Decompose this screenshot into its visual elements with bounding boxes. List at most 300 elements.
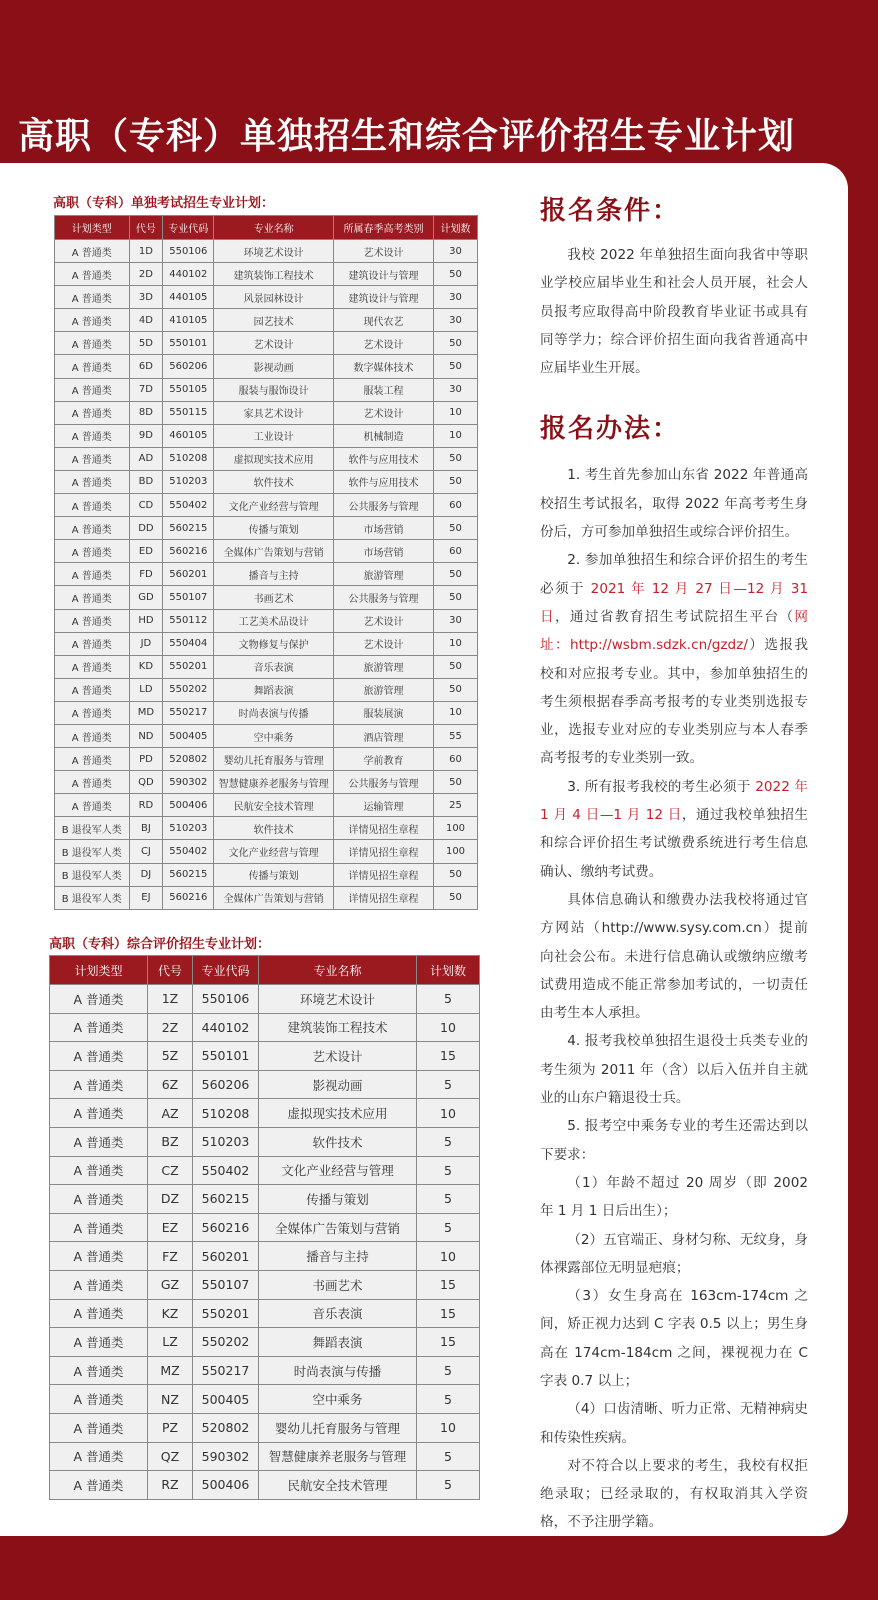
table-cell: QZ (148, 1442, 193, 1471)
table-cell: 550402 (163, 840, 214, 863)
table-cell: B 退役军人类 (55, 886, 130, 909)
table-cell: 酒店管理 (333, 724, 433, 747)
table-cell: 550112 (163, 609, 214, 632)
table2-title: 高职（专科）综合评价招生专业计划： (49, 937, 271, 952)
table-row (50, 1213, 480, 1242)
table-cell: 25 (434, 794, 478, 817)
table-cell: 50 (434, 332, 478, 355)
table-cell: 500405 (193, 1385, 259, 1414)
table-cell: A 普通类 (50, 1299, 148, 1328)
table-cell: 550106 (193, 985, 259, 1014)
table-cell: A 普通类 (50, 1471, 148, 1500)
table-cell: ND (129, 724, 163, 747)
method-p2 (540, 546, 808, 772)
table-header-row (55, 216, 478, 240)
table-cell: 机械制造 (333, 424, 433, 447)
method-p5: 4. 报考我校单独招生退役士兵类专业的考生须为 2011 年（含）以后入伍并自主就业的山东户籍退役士兵。 (540, 1033, 808, 1107)
method-p11: 对不符合以上要求的考生，我校有权拒绝录取；已经录取的，有权取消其入学资格，不予注册学籍。 (540, 1457, 808, 1531)
table-row (55, 794, 478, 817)
table-cell: A 普通类 (55, 655, 130, 678)
table-cell: 6Z (148, 1070, 193, 1099)
table-cell: KZ (148, 1299, 193, 1328)
table-cell: DZ (148, 1185, 193, 1214)
table-cell: 590302 (163, 771, 214, 794)
table-cell: DD (129, 517, 163, 540)
method-p3 (540, 773, 808, 886)
table-cell: B 退役军人类 (55, 863, 130, 886)
table-cell: PD (129, 748, 163, 771)
method-p4: 具体信息确认和缴费办法我校将通过官方网站（http://www.sysy.com.cn）提前向社会公布。未进行信息确认或缴纳应缴考试费用造成不能正常参加考试的，一切责任由考生本人承担。 (540, 891, 808, 1022)
table-row (55, 540, 478, 563)
table-cell: 全媒体广告策划与营销 (214, 540, 334, 563)
table-row (50, 1156, 480, 1185)
table-row (55, 309, 478, 332)
table-row (55, 678, 478, 701)
table-cell: 50 (434, 447, 478, 470)
table-cell: A 普通类 (50, 1042, 148, 1071)
table-cell: 软件技术 (214, 817, 334, 840)
header-banner (0, 0, 878, 165)
table-row (50, 1099, 480, 1128)
table1-title: 高职（专科）单独考试招生专业计划： (53, 196, 275, 211)
table-row (50, 1413, 480, 1442)
table-cell: 440105 (163, 286, 214, 309)
table-cell: 550202 (163, 678, 214, 701)
table-cell: 440102 (163, 263, 214, 286)
table-cell: 艺术设计 (333, 332, 433, 355)
table-cell: 环境艺术设计 (259, 985, 417, 1014)
table-cell: 文化产业经营与管理 (214, 840, 334, 863)
table-cell: 520802 (193, 1413, 259, 1442)
table-cell: ED (129, 540, 163, 563)
table-row (50, 1013, 480, 1042)
table-cell: 50 (434, 470, 478, 493)
comprehensive-eval-plan-table (49, 955, 480, 1500)
table-cell: 艺术设计 (214, 332, 334, 355)
table-row (55, 470, 478, 493)
conditions-text: 我校 2022 年单独招生面向我省中等职业学校应届毕业生和社会人员开展，社会人员报考应取得高中阶段教育毕业证书或具有同等学力；综合评价招生面向我省普通高中应届毕业生开展。 (540, 247, 808, 377)
table-cell: 550101 (193, 1042, 259, 1071)
table-cell: A 普通类 (55, 355, 130, 378)
table-cell: 时尚表演与传播 (214, 701, 334, 724)
table-cell: 建筑设计与管理 (333, 286, 433, 309)
table-cell: A 普通类 (55, 540, 130, 563)
table-cell: 10 (434, 701, 478, 724)
table-cell: 50 (434, 863, 478, 886)
table-cell: 软件与应用技术 (333, 447, 433, 470)
table-cell: 50 (434, 517, 478, 540)
table-cell: 工艺美术品设计 (214, 609, 334, 632)
method-p1: 1. 考生首先参加山东省 2022 年普通高校招生考试报名，取得 2022 年高考考生身份后，方可参加单独招生或综合评价招生。 (540, 467, 808, 541)
table-cell: 550105 (163, 378, 214, 401)
table-cell: 550404 (163, 632, 214, 655)
method-p9: （3）女生身高在 163cm-174cm 之间，矫正视力达到 C 字表 0.5 以上；男生身高在 174cm-184cm 之间，裸视视力在 C 字表 0.7 以上； (540, 1288, 808, 1389)
table-cell: 60 (434, 540, 478, 563)
table-cell: 智慧健康养老服务与管理 (259, 1442, 417, 1471)
table-cell: 50 (434, 771, 478, 794)
table-row (55, 586, 478, 609)
table-cell: AD (129, 447, 163, 470)
table-cell: 15 (417, 1328, 480, 1357)
table-cell: 家具艺术设计 (214, 401, 334, 424)
table-cell: 410105 (163, 309, 214, 332)
table-cell: 560206 (193, 1070, 259, 1099)
table-cell: A 普通类 (55, 332, 130, 355)
table-cell: EZ (148, 1213, 193, 1242)
table-cell: 文化产业经营与管理 (259, 1156, 417, 1185)
table-cell: QD (129, 771, 163, 794)
table-row (50, 1127, 480, 1156)
table-row (50, 1299, 480, 1328)
table-cell: 民航安全技术管理 (259, 1471, 417, 1500)
table-cell: 影视动画 (259, 1070, 417, 1099)
table-cell: 舞蹈表演 (214, 678, 334, 701)
table-cell: CJ (129, 840, 163, 863)
table-cell: 虚拟现实技术应用 (214, 447, 334, 470)
table-row (50, 1185, 480, 1214)
table-cell: 10 (434, 401, 478, 424)
table-cell: A 普通类 (55, 794, 130, 817)
table-cell: 婴幼儿托育服务与管理 (214, 748, 334, 771)
table-row (50, 1442, 480, 1471)
column-header: 专业名称 (214, 216, 334, 240)
method-p3-a: 3. 所有报考我校的考生必须于 (567, 778, 751, 795)
table-cell: A 普通类 (55, 701, 130, 724)
table-cell: A 普通类 (55, 240, 130, 263)
register-url-link[interactable]: 网址：http://wsbm.sdzk.cn/gzdz/ (540, 608, 809, 654)
table-cell: 550201 (193, 1299, 259, 1328)
table-cell: A 普通类 (55, 309, 130, 332)
register-dates: 2021 年 12 月 27 日—12 月 31 日 (540, 580, 809, 625)
table-cell: 市场营销 (333, 517, 433, 540)
table-cell: 7D (129, 378, 163, 401)
table-cell: 文物修复与保护 (214, 632, 334, 655)
table-cell: 服装与服饰设计 (214, 378, 334, 401)
table-cell: 空中乘务 (214, 724, 334, 747)
table-cell: 10 (417, 1099, 480, 1128)
table-cell: 音乐表演 (259, 1299, 417, 1328)
table-cell: A 普通类 (55, 378, 130, 401)
table-cell: A 普通类 (50, 1127, 148, 1156)
table-cell: A 普通类 (50, 1156, 148, 1185)
table-cell: 550101 (163, 332, 214, 355)
table-cell: 旅游管理 (333, 655, 433, 678)
table-row (55, 424, 478, 447)
table-cell: 5 (417, 1356, 480, 1385)
table-cell: 560215 (163, 517, 214, 540)
table-cell: 民航安全技术管理 (214, 794, 334, 817)
table-cell: A 普通类 (55, 401, 130, 424)
table-cell: A 普通类 (55, 724, 130, 747)
table-cell: 560201 (193, 1242, 259, 1271)
table-cell: 艺术设计 (259, 1042, 417, 1071)
table-cell: 60 (434, 748, 478, 771)
table-row (55, 355, 478, 378)
table-cell: EJ (129, 886, 163, 909)
table-cell: A 普通类 (55, 748, 130, 771)
table-cell: A 普通类 (55, 470, 130, 493)
table-cell: 550106 (163, 240, 214, 263)
table-cell: 空中乘务 (259, 1385, 417, 1414)
table-cell: 30 (434, 240, 478, 263)
table-cell: 软件与应用技术 (333, 470, 433, 493)
table-cell: A 普通类 (55, 771, 130, 794)
table-cell: 8D (129, 401, 163, 424)
table-cell: 30 (434, 286, 478, 309)
table-row (55, 240, 478, 263)
payment-dates: 2022 年 1 月 4 日—1 月 12 日 (540, 778, 808, 824)
table-cell: 5 (417, 1156, 480, 1185)
table-row (55, 609, 478, 632)
table-cell: 500406 (193, 1471, 259, 1500)
table-cell: 公共服务与管理 (333, 586, 433, 609)
table-row (55, 886, 478, 909)
method-p7: （1）年龄不超过 20 周岁（即 2002 年 1 月 1 日后出生）； (540, 1174, 808, 1220)
table-cell: A 普通类 (55, 424, 130, 447)
table-cell: 艺术设计 (333, 632, 433, 655)
table-cell: 560206 (163, 355, 214, 378)
table-cell: 艺术设计 (333, 240, 433, 263)
table-cell: 风景园林设计 (214, 286, 334, 309)
table-cell: A 普通类 (50, 1270, 148, 1299)
table-cell: 15 (417, 1270, 480, 1299)
table-cell: 50 (434, 678, 478, 701)
table-row (50, 1070, 480, 1099)
table-row (55, 332, 478, 355)
table-cell: 10 (434, 632, 478, 655)
table-cell: CD (129, 494, 163, 517)
table-cell: 550115 (163, 401, 214, 424)
table-cell: 510203 (163, 470, 214, 493)
table-cell: RZ (148, 1471, 193, 1500)
table-cell: 传播与策划 (259, 1185, 417, 1214)
table-cell: A 普通类 (50, 1213, 148, 1242)
table-cell: 建筑装饰工程技术 (214, 263, 334, 286)
table-cell: LZ (148, 1328, 193, 1357)
table-cell: A 普通类 (55, 494, 130, 517)
table-row (55, 263, 478, 286)
method-p3-b: ，通过我校单独招生和综合评价招生考试缴费系统进行考生信息确认、缴纳考试费。 (540, 807, 809, 880)
table-cell: 50 (434, 563, 478, 586)
table-cell: 艺术设计 (333, 609, 433, 632)
table-row (55, 517, 478, 540)
table-cell: 传播与策划 (214, 517, 334, 540)
table-cell: A 普通类 (50, 1356, 148, 1385)
table-cell: 时尚表演与传播 (259, 1356, 417, 1385)
table-cell: A 普通类 (50, 1385, 148, 1414)
table-cell: A 普通类 (50, 1185, 148, 1214)
column-header: 专业名称 (259, 956, 417, 985)
table-row (55, 563, 478, 586)
table-cell: 学前教育 (333, 748, 433, 771)
table-row (55, 401, 478, 424)
table-cell: 50 (434, 263, 478, 286)
table-cell: 详情见招生章程 (333, 840, 433, 863)
table-cell: 现代农艺 (333, 309, 433, 332)
table-row (55, 724, 478, 747)
table-cell: 播音与主持 (214, 563, 334, 586)
table-cell: 园艺技术 (214, 309, 334, 332)
table-cell: 5 (417, 1185, 480, 1214)
table-cell: 5 (417, 1385, 480, 1414)
table-cell: 9D (129, 424, 163, 447)
table-cell: 50 (434, 886, 478, 909)
table-cell: 公共服务与管理 (333, 771, 433, 794)
table-cell: 460105 (163, 424, 214, 447)
column-header: 计划类型 (50, 956, 148, 985)
column-header: 专业代码 (193, 956, 259, 985)
table-cell: 550217 (193, 1356, 259, 1385)
table-cell: 书画艺术 (259, 1270, 417, 1299)
table-cell: 传播与策划 (214, 863, 334, 886)
table-cell: B 退役军人类 (55, 817, 130, 840)
table-row (50, 1328, 480, 1357)
table-cell: 软件技术 (214, 470, 334, 493)
table-cell: 60 (434, 494, 478, 517)
column-header: 代号 (129, 216, 163, 240)
table-cell: 30 (434, 309, 478, 332)
table-cell: 建筑设计与管理 (333, 263, 433, 286)
table-cell: 30 (434, 378, 478, 401)
table-cell: A 普通类 (50, 1242, 148, 1271)
table-cell: GD (129, 586, 163, 609)
table-row (50, 1471, 480, 1500)
table-cell: 50 (434, 586, 478, 609)
table-cell: 590302 (193, 1442, 259, 1471)
table-cell: JD (129, 632, 163, 655)
table-cell: A 普通类 (50, 1070, 148, 1099)
table-cell: 详情见招生章程 (333, 886, 433, 909)
table-cell: 音乐表演 (214, 655, 334, 678)
table-cell: 560215 (163, 863, 214, 886)
table-cell: 文化产业经营与管理 (214, 494, 334, 517)
table-cell: 510203 (193, 1127, 259, 1156)
table-cell: 10 (417, 1242, 480, 1271)
table-cell: 500406 (163, 794, 214, 817)
table-cell: RD (129, 794, 163, 817)
table-cell: 3D (129, 286, 163, 309)
method-p6: 5. 报考空中乘务专业的考生还需达到以下要求： (540, 1118, 808, 1163)
table-cell: LD (129, 678, 163, 701)
table-cell: 详情见招生章程 (333, 817, 433, 840)
column-header: 代号 (148, 956, 193, 985)
table-cell: 舞蹈表演 (259, 1328, 417, 1357)
conditions-heading: 报名条件： (540, 196, 681, 226)
table-cell: 5 (417, 1070, 480, 1099)
table-cell: A 普通类 (50, 1328, 148, 1357)
table-cell: BD (129, 470, 163, 493)
table-cell: MD (129, 701, 163, 724)
table-cell: 550402 (193, 1156, 259, 1185)
table-cell: 30 (434, 609, 478, 632)
table-cell: 4D (129, 309, 163, 332)
table-row (50, 1356, 480, 1385)
table-cell: 工业设计 (214, 424, 334, 447)
table-cell: 智慧健康养老服务与管理 (214, 771, 334, 794)
table-cell: 100 (434, 840, 478, 863)
table-cell: A 普通类 (55, 586, 130, 609)
table-cell: 艺术设计 (333, 401, 433, 424)
table-row (55, 447, 478, 470)
table-row (55, 771, 478, 794)
table-row (50, 985, 480, 1014)
table-cell: 510208 (163, 447, 214, 470)
table-cell: A 普通类 (55, 286, 130, 309)
table-cell: 全媒体广告策划与营销 (259, 1213, 417, 1242)
table-cell: 建筑装饰工程技术 (259, 1013, 417, 1042)
table-cell: B 退役军人类 (55, 840, 130, 863)
table-cell: PZ (148, 1413, 193, 1442)
table-cell: 560216 (163, 540, 214, 563)
table-cell: AZ (148, 1099, 193, 1128)
table-cell: FD (129, 563, 163, 586)
column-header: 计划数 (417, 956, 480, 985)
single-exam-plan-table (54, 215, 478, 910)
table-cell: 1D (129, 240, 163, 263)
table-cell: DJ (129, 863, 163, 886)
table-cell: 影视动画 (214, 355, 334, 378)
table-cell: FZ (148, 1242, 193, 1271)
table-cell: A 普通类 (55, 632, 130, 655)
table-cell: 55 (434, 724, 478, 747)
table-cell: 5Z (148, 1042, 193, 1071)
table-cell: 公共服务与管理 (333, 494, 433, 517)
table-row (55, 840, 478, 863)
table-cell: A 普通类 (50, 985, 148, 1014)
method-p2-c: ）选报我校和对应报考专业。其中，参加单独招生的考生须根据春季高考报考的专业类别选报专业，选报专业对应的专业类别应与本人春季高考报考的专业类别一致。 (540, 637, 808, 767)
table-cell: A 普通类 (50, 1013, 148, 1042)
table-cell: 50 (434, 655, 478, 678)
method-p10: （4）口齿清晰、听力正常、无精神病史和传染性疾病。 (540, 1401, 808, 1446)
table-cell: 1Z (148, 985, 193, 1014)
table-cell: 旅游管理 (333, 678, 433, 701)
table-cell: 5 (417, 1127, 480, 1156)
table-cell: 510203 (163, 817, 214, 840)
method-p2-b: ，通过省教育招生考试院招生平台（ (554, 608, 795, 625)
table-row (50, 1042, 480, 1071)
table-cell: A 普通类 (50, 1442, 148, 1471)
table-cell: 婴幼儿托育服务与管理 (259, 1413, 417, 1442)
method-p2-a: 2. 参加单独招生和综合评价招生的考生必须于 (540, 552, 808, 597)
table-cell: A 普通类 (55, 517, 130, 540)
table-cell: 560216 (193, 1213, 259, 1242)
table-cell: 详情见招生章程 (333, 863, 433, 886)
table-cell: 550202 (193, 1328, 259, 1357)
table-cell: 5 (417, 985, 480, 1014)
table-row (55, 378, 478, 401)
table-cell: 50 (434, 355, 478, 378)
column-header: 计划数 (434, 216, 478, 240)
column-header: 所属春季高考类别 (333, 216, 433, 240)
table-cell: 2Z (148, 1013, 193, 1042)
table-row (55, 632, 478, 655)
table-cell: 550402 (163, 494, 214, 517)
table-cell: A 普通类 (55, 609, 130, 632)
table-cell: 市场营销 (333, 540, 433, 563)
info-column (540, 190, 808, 1537)
table-cell: 全媒体广告策划与营销 (214, 886, 334, 909)
table-cell: A 普通类 (55, 447, 130, 470)
table-row (50, 1270, 480, 1299)
table-row (50, 1385, 480, 1414)
table-cell: CZ (148, 1156, 193, 1185)
table-cell: 560215 (193, 1185, 259, 1214)
table-cell: 5 (417, 1442, 480, 1471)
table-cell: 服装展演 (333, 701, 433, 724)
table-cell: 5 (417, 1213, 480, 1242)
method-p8: （2）五官端正、身材匀称、无纹身，身体裸露部位无明显疤痕； (540, 1231, 808, 1276)
table-cell: 旅游管理 (333, 563, 433, 586)
